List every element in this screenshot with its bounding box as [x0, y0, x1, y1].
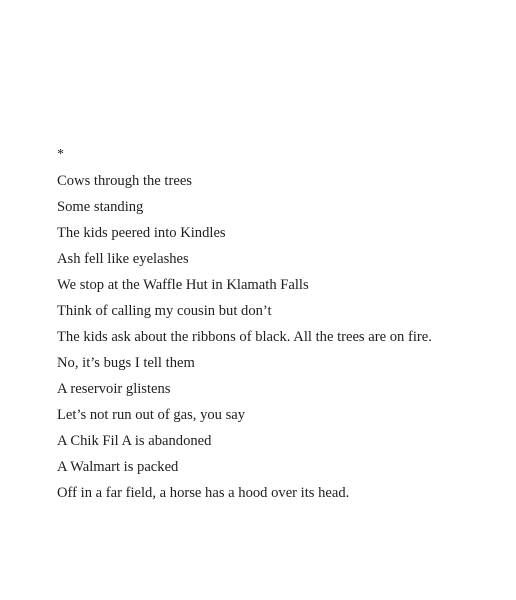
poem-line: Cows through the trees	[57, 173, 192, 189]
poem-text	[57, 142, 497, 506]
poem-line: Some standing	[57, 199, 144, 215]
poem-line: A Walmart is packed	[57, 459, 179, 475]
poem-line: No, it’s bugs I tell them	[57, 355, 195, 371]
poem-line: A reservoir glistens	[57, 381, 171, 397]
poem-line: The kids peered into Kindles	[57, 225, 226, 241]
poem-line: The kids ask about the ribbons of black. All the trees are on fire.	[57, 329, 432, 345]
poem-line: Ash fell like eyelashes	[57, 251, 189, 267]
poem-line: Think of calling my cousin but don’t	[57, 303, 272, 319]
poem-line: Off in a far field, a horse has a hood over its head.	[57, 485, 350, 501]
section-marker: *	[57, 147, 64, 162]
poem-line: A Chik Fil A is abandoned	[57, 433, 212, 449]
poem-line: Let’s not run out of gas, you say	[57, 407, 246, 423]
poem-line: We stop at the Waffle Hut in Klamath Falls	[57, 277, 309, 293]
